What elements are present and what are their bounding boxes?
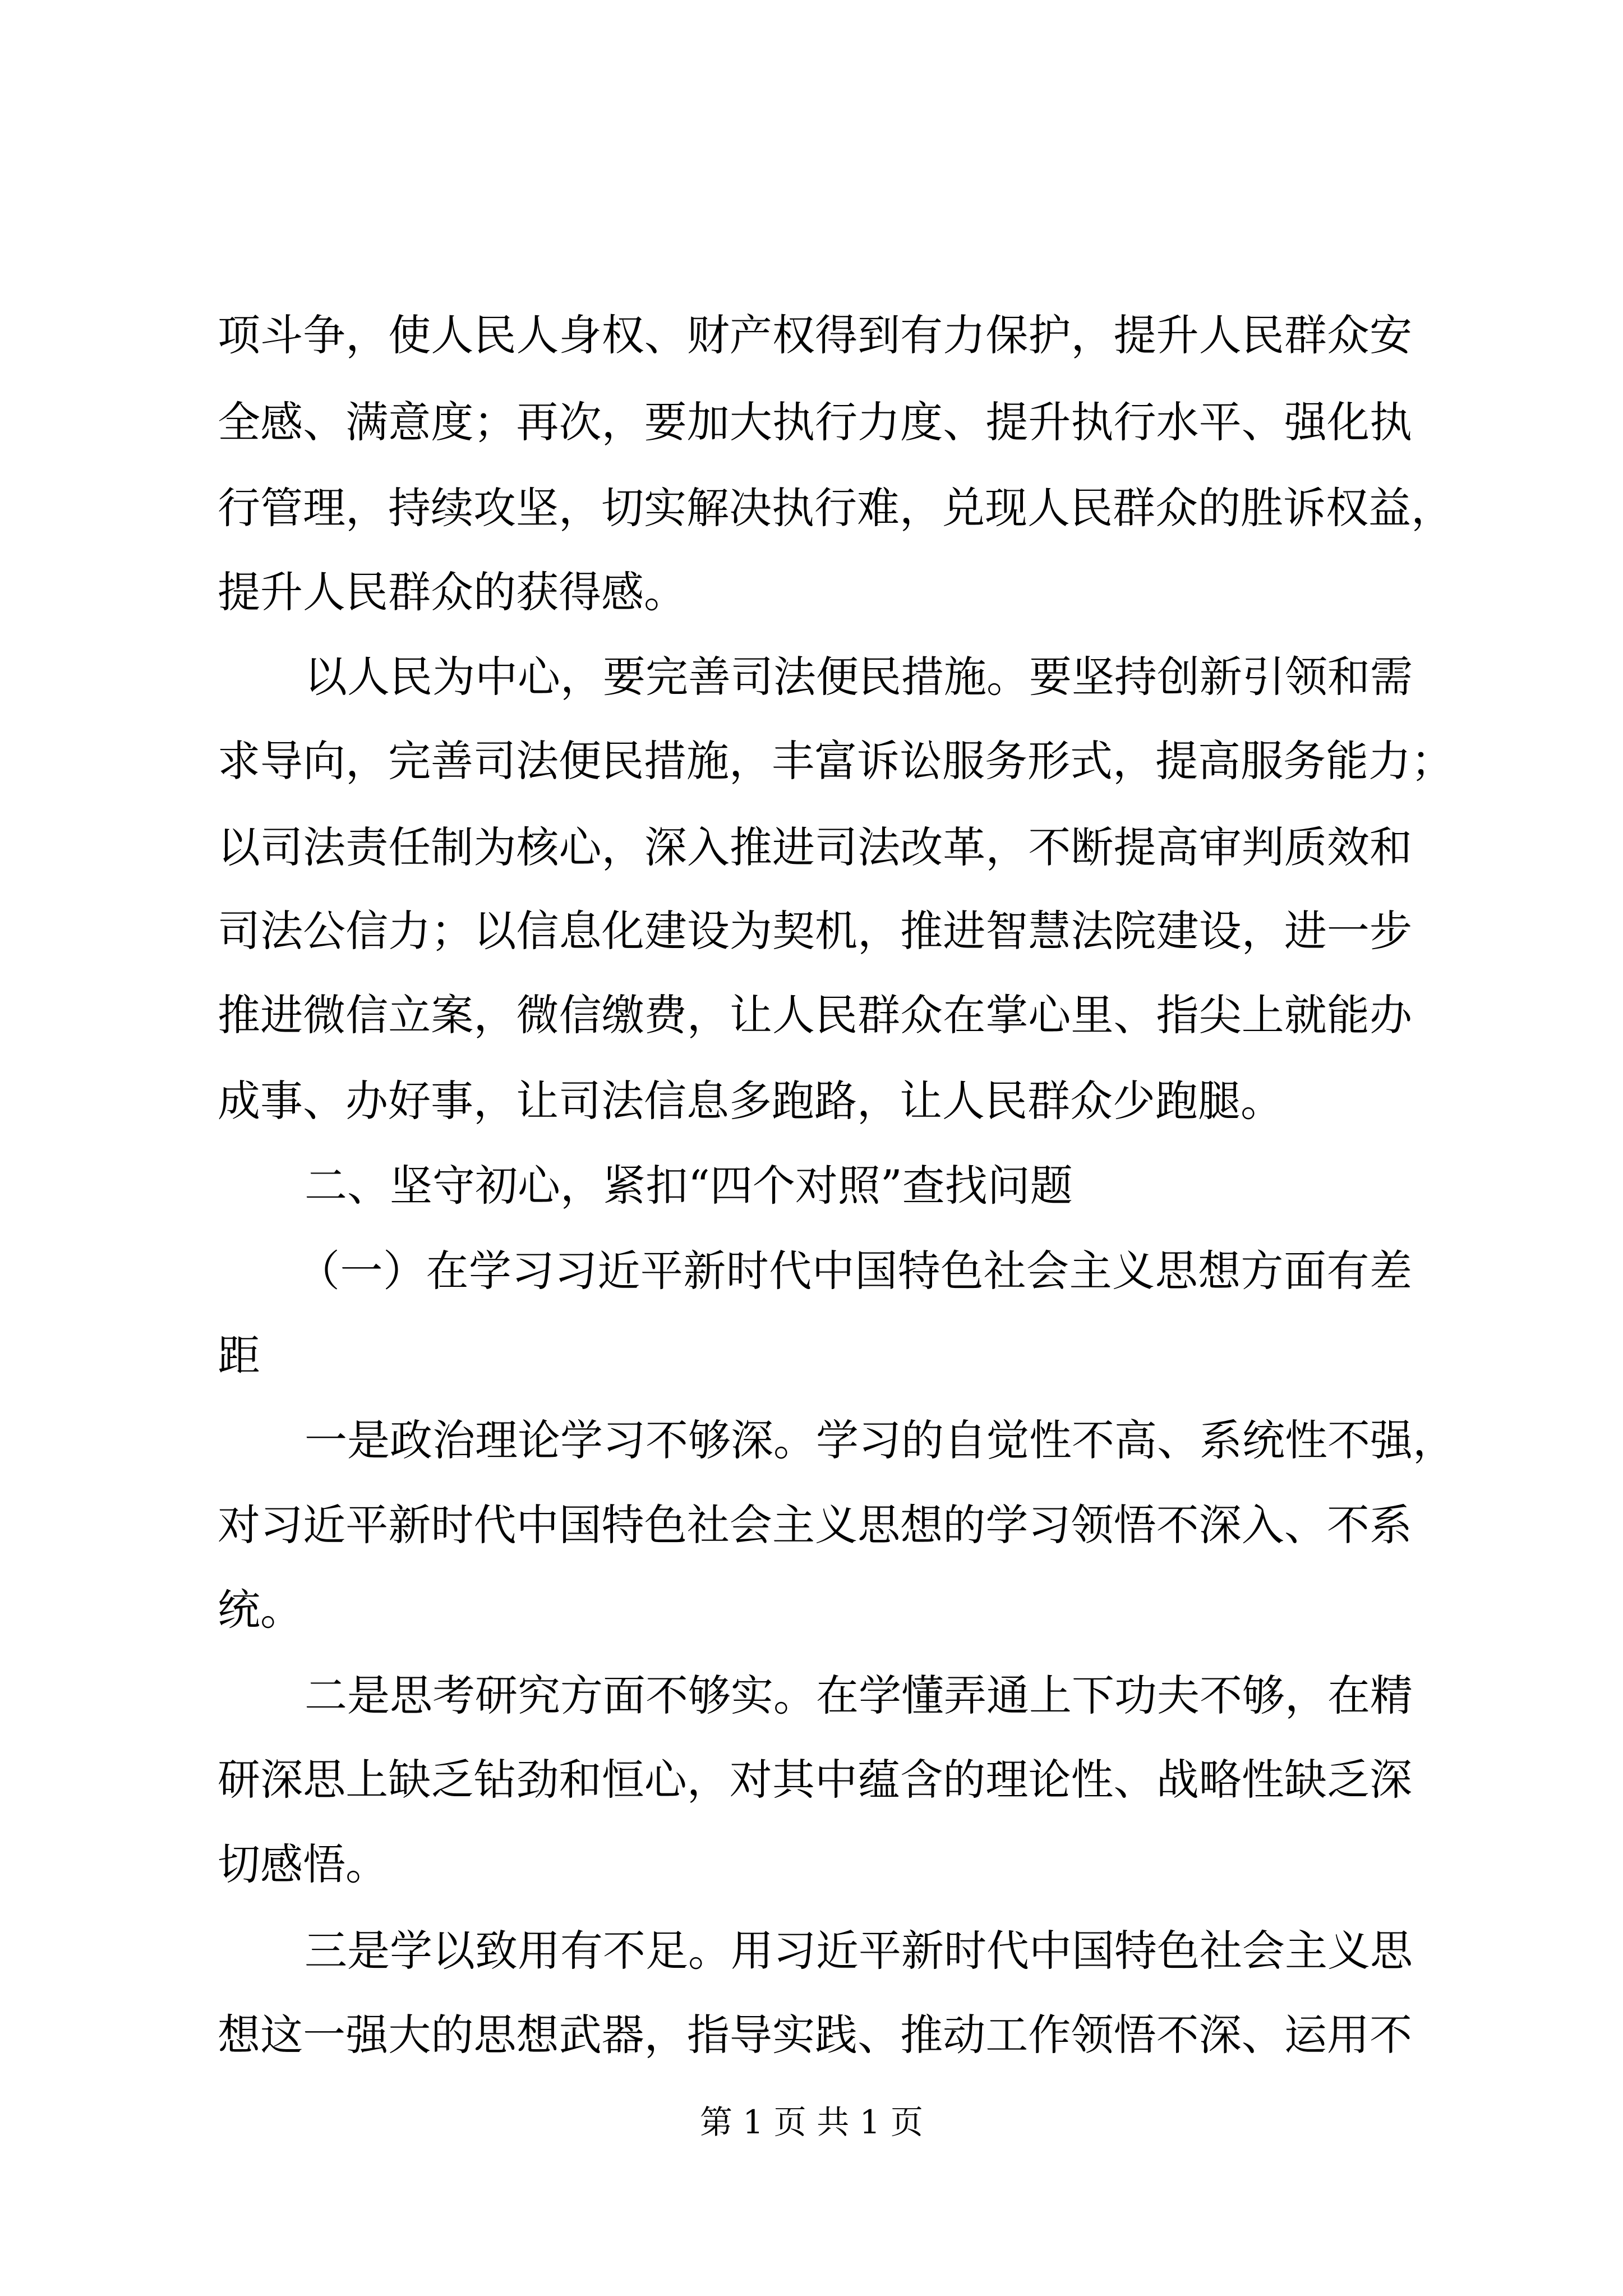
text-line: 推进微信立案，微信缴费，让人民群众在掌心里、指尖上就能办 — [218, 990, 1412, 1040]
text-line: 切感悟。 — [218, 1839, 388, 1889]
text-line: 以司法责任制为核心，深入推进司法改革，不断提高审判质效和 — [218, 822, 1412, 872]
text-line: 对习近平新时代中国特色社会主义思想的学习领悟不深入、不系 — [218, 1500, 1412, 1550]
text-line: 统。 — [218, 1585, 303, 1635]
page-footer: 第 1 页 共 1 页 — [700, 2103, 923, 2141]
text-line: 以人民为中心，要完善司法便民措施。要坚持创新引领和需 — [305, 652, 1413, 702]
text-line: 项斗争，使人民人身权、财产权得到有力保护，提升人民群众安 — [218, 310, 1412, 360]
text-line: 一是政治理论学习不够深。学习的自觉性不高、系统性不强， — [305, 1415, 1455, 1465]
text-line: 研深思上缺乏钻劲和恒心，对其中蕴含的理论性、战略性缺乏深 — [218, 1755, 1412, 1805]
subsection-heading-continued: 距 — [218, 1331, 260, 1381]
text-line: 三是学以致用有不足。用习近平新时代中国特色社会主义思 — [305, 1926, 1413, 1976]
text-line: 求导向，完善司法便民措施，丰富诉讼服务形式，提高服务能力； — [218, 736, 1454, 786]
text-line: 想这一强大的思想武器，指导实践、推动工作领悟不深、运用不 — [218, 2010, 1412, 2060]
section-heading: 二、坚守初心，紧扣“四个对照”查找问题 — [305, 1161, 1073, 1211]
text-line: 司法公信力；以信息化建设为契机，推进智慧法院建设，进一步 — [218, 906, 1412, 956]
text-line: 提升人民群众的获得感。 — [218, 567, 686, 617]
text-line: 行管理，持续攻坚，切实解决执行难，兑现人民群众的胜诉权益， — [218, 483, 1454, 533]
subsection-heading: （一）在学习习近平新时代中国特色社会主义思想方面有差 — [297, 1246, 1412, 1296]
text-line: 全感、满意度；再次，要加大执行力度、提升执行水平、强化执 — [218, 397, 1412, 447]
text-line: 成事、办好事，让司法信息多跑路，让人民群众少跑腿。 — [218, 1076, 1283, 1126]
text-line: 二是思考研究方面不够实。在学懂弄通上下功夫不够，在精 — [305, 1671, 1413, 1720]
